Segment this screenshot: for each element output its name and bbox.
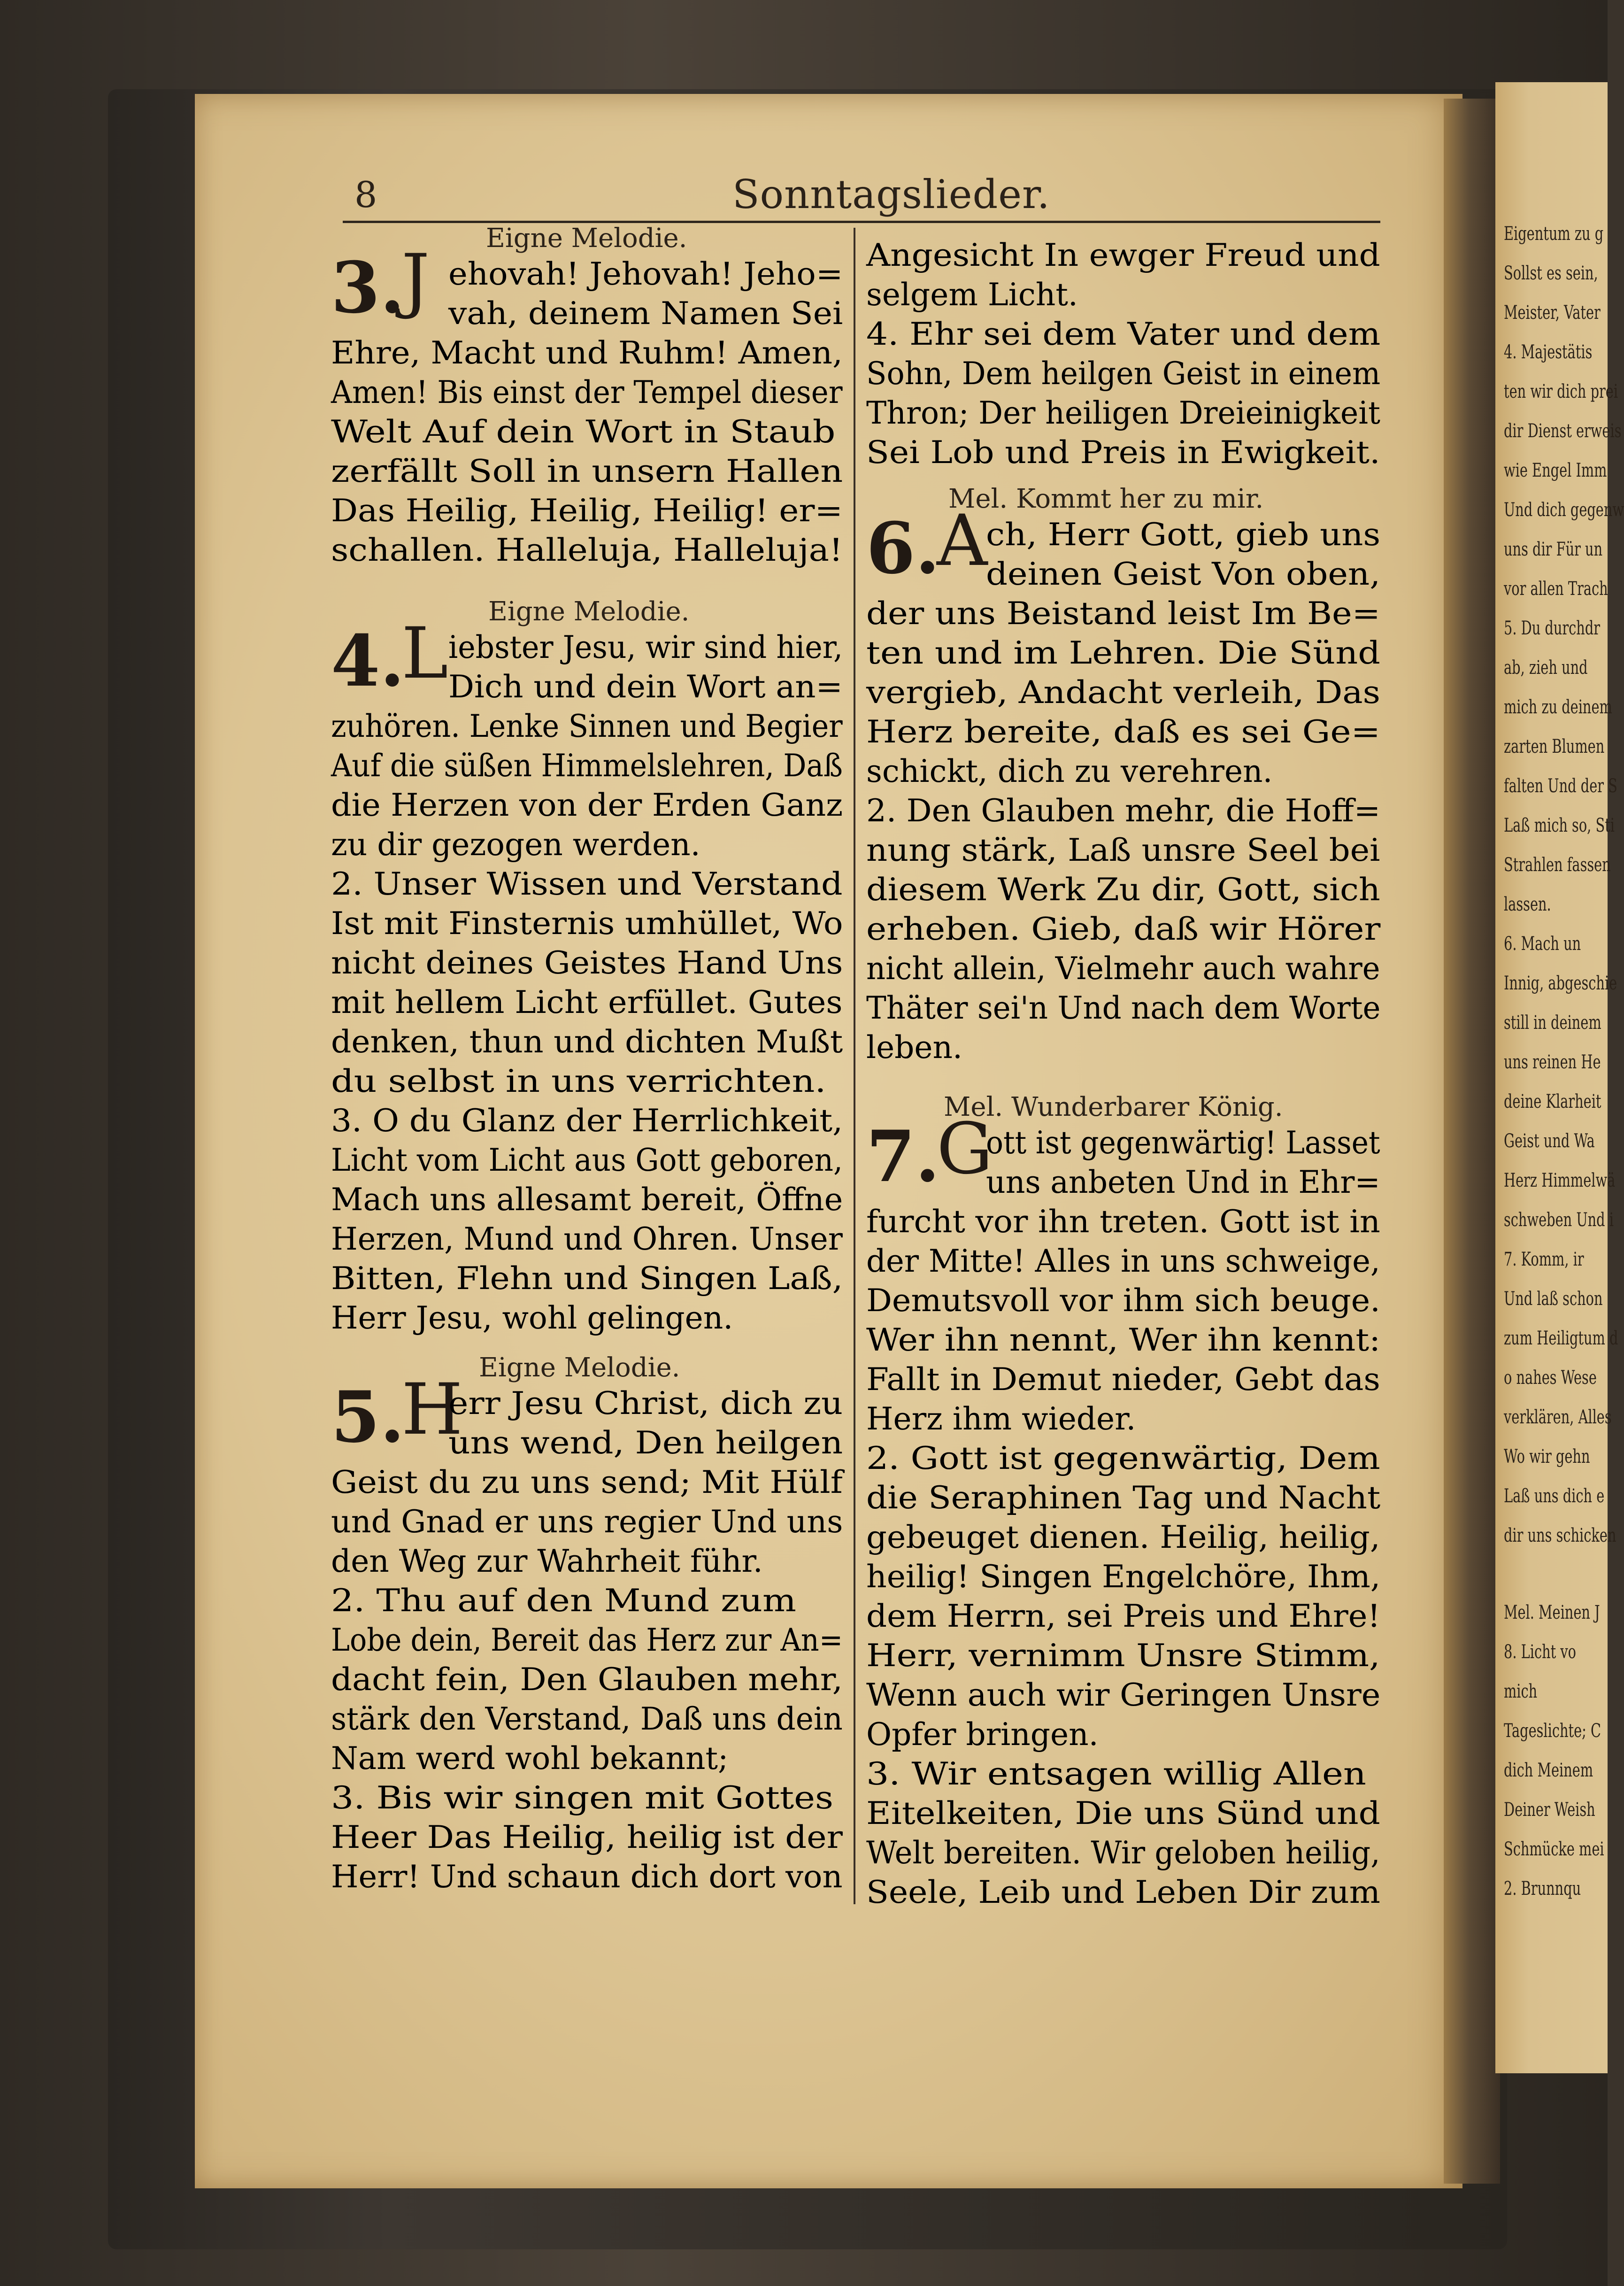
next-page-line: uns reinen He: [1504, 1051, 1601, 1073]
verse-line: zuhören. Lenke Sinnen und Begier: [331, 708, 843, 744]
verse-line: schallen. Halleluja, Halleluja!: [331, 532, 843, 568]
verse-line: ch, Herr Gott, gieb uns: [986, 517, 1381, 553]
verse-line: Geist du zu uns send; Mit Hülf: [331, 1464, 843, 1500]
verse-line: zerfällt Soll in unsern Hallen: [331, 453, 843, 489]
column-divider: [854, 228, 855, 1904]
verse-line: Welt Auf dein Wort in Staub: [331, 414, 836, 450]
next-page-line: ab, zieh und: [1504, 657, 1588, 679]
verse-line: 2. Gott ist gegenwärtig, Dem: [866, 1440, 1380, 1476]
next-page-line: schweben Und i: [1504, 1209, 1614, 1231]
hymn-number: 3.: [331, 247, 405, 329]
next-page-line: Sollst es sein,: [1504, 263, 1598, 284]
verse-line: 2. Thu auf den Mund zum: [331, 1583, 796, 1619]
verse-line: die Seraphinen Tag und Nacht: [866, 1480, 1381, 1516]
verse-line: deinen Geist Von oben,: [986, 556, 1381, 592]
verse-line: Amen! Bis einst der Tempel dieser: [331, 374, 843, 410]
next-page-line: Und laß schon: [1504, 1288, 1603, 1310]
verse-line: 3. O du Glanz der Herrlichkeit,: [331, 1103, 843, 1139]
book-gutter: [1444, 99, 1500, 2184]
verse-line: du selbst in uns verrichten.: [331, 1063, 826, 1099]
verse-line: Sei Lob und Preis in Ewigkeit.: [866, 434, 1380, 471]
verse-line: nicht deines Geistes Hand Uns: [331, 945, 843, 981]
verse-line: diesem Werk Zu dir, Gott, sich: [866, 872, 1380, 908]
verse-line: Opfer bringen.: [866, 1716, 1099, 1753]
verse-line: Auf die süßen Himmelslehren, Daß: [331, 748, 843, 784]
melody-heading: Eigne Melodie.: [486, 223, 687, 254]
verse-line: nung stärk, Laß unsre Seel bei: [866, 832, 1380, 868]
verse-line: Wenn auch wir Geringen Unsre: [866, 1677, 1381, 1713]
verse-line: Herz ihm wieder.: [866, 1401, 1136, 1437]
next-page-line: Schmücke mei: [1504, 1838, 1604, 1860]
next-page-line: Wo wir gehn: [1504, 1446, 1590, 1467]
next-page-line: 8. Licht vo: [1504, 1641, 1576, 1663]
next-page-line: vor allen Trach: [1504, 578, 1608, 600]
next-page-line: Geist und Wa: [1504, 1130, 1595, 1152]
next-page-line: dir uns schicken: [1504, 1525, 1616, 1546]
verse-line: Mach uns allesamt bereit, Öffne: [331, 1182, 843, 1218]
next-page-line: ten wir dich prei: [1504, 381, 1618, 402]
next-page-line: 7. Komm, ir: [1504, 1249, 1584, 1270]
running-head: Sonntagslieder.: [732, 171, 1050, 217]
next-page-line: Innig, abgeschie: [1504, 973, 1617, 994]
verse-line: schickt, dich zu verehren.: [866, 753, 1273, 789]
next-page-line: Deiner Weish: [1504, 1799, 1595, 1821]
verse-line: ehovah! Jehovah! Jeho=: [448, 256, 843, 292]
next-page-line: dir Dienst erweis: [1504, 420, 1622, 442]
verse-line: heilig! Singen Engelchöre, Ihm,: [866, 1559, 1381, 1595]
verse-line: 3. Wir entsagen willig Allen: [866, 1756, 1366, 1792]
next-page-line: Laß mich so, Sti: [1504, 815, 1615, 836]
hymn-number: 7.: [866, 1115, 940, 1198]
verse-line: 3. Bis wir singen mit Gottes: [331, 1780, 834, 1816]
next-page-line: dich Meinem: [1504, 1760, 1593, 1781]
next-page-line: Herz Himmelwä: [1504, 1170, 1616, 1191]
hymn-number: 5.: [331, 1376, 405, 1459]
verse-line: nicht allein, Vielmehr auch wahre: [866, 950, 1380, 987]
verse-line: err Jesu Christ, dich zu: [448, 1385, 843, 1421]
verse-line: leben.: [866, 1029, 962, 1066]
next-page-line: wie Engel Imm: [1504, 460, 1607, 481]
verse-line: ott ist gegenwärtig! Lasset: [986, 1125, 1380, 1161]
melody-heading: Eigne Melodie.: [479, 1352, 680, 1383]
verse-line: gebeuget dienen. Heilig, heilig,: [866, 1519, 1380, 1555]
drop-initial: G: [937, 1108, 993, 1190]
next-page-line: still in deinem: [1504, 1012, 1601, 1034]
verse-line: Seele, Leib und Leben Dir zum: [866, 1874, 1381, 1910]
next-page-line: lassen.: [1504, 894, 1551, 915]
next-page-line: Meister, Vater: [1504, 302, 1601, 324]
verse-line: Eitelkeiten, Die uns Sünd und: [866, 1795, 1380, 1831]
next-page-line: mich zu deinem: [1504, 696, 1612, 718]
drop-initial: A: [937, 500, 988, 582]
verse-line: furcht vor ihn treten. Gott ist in: [866, 1204, 1380, 1240]
verse-line: Ehre, Macht und Ruhm! Amen,: [331, 335, 843, 371]
verse-line: denken, thun und dichten Mußt: [331, 1024, 843, 1060]
verse-line: Heer Das Heilig, heilig ist der: [331, 1819, 843, 1855]
verse-line: Lobe dein, Bereit das Herz zur An=: [331, 1622, 843, 1658]
verse-line: den Weg zur Wahrheit führ.: [331, 1543, 763, 1579]
next-page-line: Laß uns dich e: [1504, 1485, 1605, 1507]
verse-line: Bitten, Flehn und Singen Laß,: [331, 1260, 843, 1297]
verse-line: dacht fein, Den Glauben mehr,: [331, 1661, 843, 1698]
next-page-line: zum Heiligtum d: [1504, 1328, 1618, 1349]
next-page-line: 6. Mach un: [1504, 933, 1581, 955]
verse-line: Angesicht In ewger Freud und: [866, 237, 1380, 273]
verse-line: Wer ihn nennt, Wer ihn kennt:: [866, 1322, 1381, 1358]
next-page-line: 2. Brunnqu: [1504, 1878, 1581, 1900]
verse-line: stärk den Verstand, Daß uns dein: [331, 1701, 843, 1737]
drop-initial: H: [401, 1369, 463, 1451]
verse-line: iebster Jesu, wir sind hier,: [448, 629, 843, 665]
verse-line: Licht vom Licht aus Gott geboren,: [331, 1142, 843, 1178]
verse-line: Herr Jesu, wohl gelingen.: [331, 1300, 733, 1336]
drop-initial: J: [401, 239, 430, 321]
verse-line: ten und im Lehren. Die Sünd: [866, 635, 1380, 671]
verse-line: Herz bereite, daß es sei Ge=: [866, 714, 1381, 750]
verse-line: Herr, vernimm Unsre Stimm,: [866, 1637, 1380, 1674]
verse-line: der uns Beistand leist Im Be=: [866, 595, 1380, 632]
verse-line: die Herzen von der Erden Ganz: [331, 787, 843, 823]
next-page-line: 5. Du durchdr: [1504, 618, 1601, 639]
melody-heading: Mel. Wunderbarer König.: [944, 1092, 1283, 1122]
next-page-line: deine Klarheit: [1504, 1091, 1601, 1112]
next-page-line: verklären, Alles: [1504, 1406, 1612, 1428]
verse-line: erheben. Gieb, daß wir Hörer: [866, 911, 1381, 947]
hymn-number: 4.: [331, 620, 405, 703]
page-number: 8: [354, 174, 377, 216]
drop-initial: L: [401, 613, 448, 695]
verse-line: Sohn, Dem heilgen Geist in einem: [866, 355, 1381, 392]
next-page-line: Eigentum zu g: [1504, 223, 1604, 245]
verse-line: selgem Licht.: [866, 277, 1078, 313]
next-page-line: 4. Majestätis: [1504, 341, 1593, 363]
verse-line: der Mitte! Alles in uns schweige,: [866, 1243, 1380, 1279]
verse-line: 2. Den Glauben mehr, die Hoff=: [866, 793, 1381, 829]
melody-heading: Mel. Kommt her zu mir.: [948, 484, 1264, 514]
next-page-line: o nahes Wese: [1504, 1367, 1597, 1389]
verse-line: Herzen, Mund und Ohren. Unser: [331, 1221, 843, 1257]
verse-line: Nam werd wohl bekannt;: [331, 1740, 729, 1776]
next-page-line: falten Und der S: [1504, 775, 1617, 797]
next-page-line: zarten Blumen: [1504, 736, 1605, 757]
verse-line: vah, deinem Namen Sei: [448, 295, 843, 332]
verse-line: Thron; Der heiligen Dreieinigkeit: [866, 395, 1381, 431]
verse-line: Welt bereiten. Wir geloben heilig,: [866, 1835, 1380, 1871]
verse-line: Demutsvoll vor ihm sich beuge.: [866, 1282, 1380, 1319]
next-page-fragment: [1495, 82, 1624, 2073]
verse-line: Ist mit Finsternis umhüllet, Wo: [331, 905, 843, 942]
melody-heading: Eigne Melodie.: [488, 596, 690, 627]
hymn-number: 6.: [866, 507, 940, 590]
verse-line: und Gnad er uns regier Und uns: [331, 1504, 843, 1540]
verse-line: zu dir gezogen werden.: [331, 826, 700, 863]
verse-line: Fallt in Demut nieder, Gebt das: [866, 1361, 1380, 1398]
verse-line: mit hellem Licht erfüllet. Gutes: [331, 984, 843, 1020]
next-page-line: Mel. Meinen J: [1504, 1602, 1600, 1623]
verse-line: uns anbeten Und in Ehr=: [986, 1164, 1380, 1200]
next-page-line: uns dir Für un: [1504, 539, 1603, 560]
verse-line: Dich und dein Wort an=: [448, 669, 843, 705]
verse-line: dem Herrn, sei Preis und Ehre!: [866, 1598, 1381, 1634]
verse-line: Thäter sei'n Und nach dem Worte: [866, 990, 1381, 1026]
verse-line: Das Heilig, Heilig, Heilig! er=: [331, 493, 843, 529]
verse-line: 2. Unser Wissen und Verstand: [331, 866, 843, 902]
next-page-line: Und dich gegenw: [1504, 499, 1624, 521]
next-page-line: Tageslichte; C: [1504, 1720, 1601, 1742]
next-page-line: Strahlen fassen: [1504, 854, 1611, 876]
verse-line: Herr! Und schaun dich dort von: [331, 1859, 843, 1895]
verse-line: vergieb, Andacht verleih, Das: [866, 674, 1381, 711]
verse-line: uns wend, Den heilgen: [448, 1425, 843, 1461]
verse-line: 4. Ehr sei dem Vater und dem: [866, 316, 1381, 352]
next-page-line: mich: [1504, 1681, 1538, 1702]
